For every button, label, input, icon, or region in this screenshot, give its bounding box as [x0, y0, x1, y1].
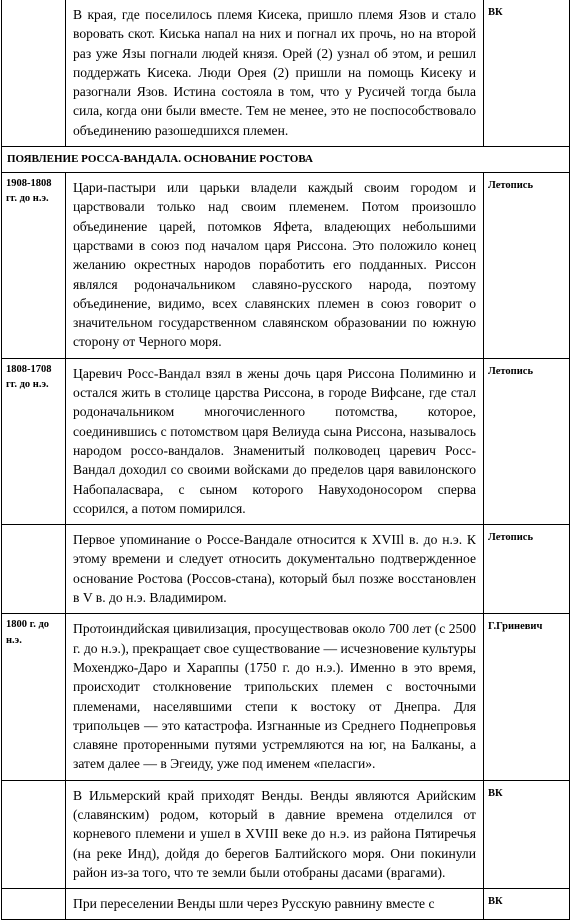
event-text: Царевич Росс-Вандал взял в жены дочь царя Риссона Полиминю и остался жить в столице царства Риссона, в городе Вифсане, где стал родоначальником многочисленного потомства, которое, соединившись с потомством царя Велиуда сына Риссона, называлось народом россо-вандалов. Знаменитый полководец царевич Росс-Вандал доходил со своими войсками до пределов царя вавилонского Набопаласвара, с сыном которого Навуходоносором сперва ссорился, а потом помирился.: [66, 358, 484, 524]
source-cell: ВК: [484, 780, 570, 888]
event-text: Протоиндийская цивилизация, просуществовав около 700 лет (с 2500 г. до н.э.), прекращает свое существование — исчезновение культуры Мохенджо-Даро и Хараппы (1750 г. до н.э.). Именно в это время, происходит столкновение трипольских племен с восточными племенами, населявшими степи к востоку от Днепра. Для трипольцев — это катастрофа. Изгнанные из Среднего Поднепровья славяне проторенными путями устремляются на юг, на Балканы, а затем далее — в Эгеиду, уже под именем «пеласги».: [66, 614, 484, 780]
event-text: В Ильмерский край приходят Венды. Венды являются Арийским (славянским) родом, который в давние времена отделился от корневого племени и ушел в XVIII веке до н.э. из района Пятиречья (на реке Инд), дойдя до берегов Балтийского моря. Они покинули район из-за того, что те земли были отобраны дасами (врагами).: [66, 780, 484, 888]
table-row: [2, 358, 570, 524]
event-text: Цари-пастыри или царьки владели каждый своим городом и царствовали только над своим племенем. Потом произошло объединение царей, потомков Яфета, владеющих небольшими царствами в союз под началом царя Риссона. Это положило конец желанию окрестных народов поработить его подданных. Риссон являлся родоначальником славяно-русского народа, поэтому объединение, видимо, всех славянских племен в союз говорит о значительном государственном славянском образовании по южную сторону от Черного моря.: [66, 173, 484, 359]
source-cell: Летопись: [484, 525, 570, 614]
date-cell: 1908-1808 гг. до н.э.: [2, 173, 66, 359]
table-row: [2, 889, 570, 920]
section-header-row: [2, 147, 570, 173]
section-title: ПОЯВЛЕНИЕ РОССА-ВАНДАЛА. ОСНОВАНИЕ РОСТОВА: [2, 147, 570, 173]
table-row: [2, 173, 570, 359]
table-row: [2, 0, 570, 147]
event-text: При переселении Венды шли через Русскую равнину вместе с: [66, 889, 484, 920]
source-cell: Летопись: [484, 358, 570, 524]
source-cell: Г.Гриневич: [484, 614, 570, 780]
date-cell: [2, 0, 66, 147]
table-row: [2, 525, 570, 614]
table-row: [2, 614, 570, 780]
date-cell: [2, 889, 66, 920]
event-text: В края, где поселилось племя Кисека, пришло племя Язов и стало воровать скот. Киська напал на них и погнал их прочь, но на второй раз уже Язы погнали людей князя. Орей (2) узнал об этом, и решил поддержать Кисека. Люди Орея (2) пришли на помощь Кисеку и разогнали Язов. Истина состояла в том, что у Русичей тогда была сила, когда они были вместе. Тем не менее, это не поспособствовало объединению разошедшихся племен.: [66, 0, 484, 147]
chronology-table: [1, 0, 570, 920]
table-row: [2, 780, 570, 888]
date-cell: [2, 525, 66, 614]
source-cell: ВК: [484, 889, 570, 920]
date-cell: 1808-1708 гг. до н.э.: [2, 358, 66, 524]
source-cell: Летопись: [484, 173, 570, 359]
date-cell: 1800 г. до н.э.: [2, 614, 66, 780]
event-text: Первое упоминание о Россе-Вандале относится к XVIIl в. до н.э. К этому времени и следует относить документально подтвержденное основание Ростова (Россов-стана), который был позже восстановлен в V в. до н.э. Владимиром.: [66, 525, 484, 614]
date-cell: [2, 780, 66, 888]
source-cell: ВК: [484, 0, 570, 147]
